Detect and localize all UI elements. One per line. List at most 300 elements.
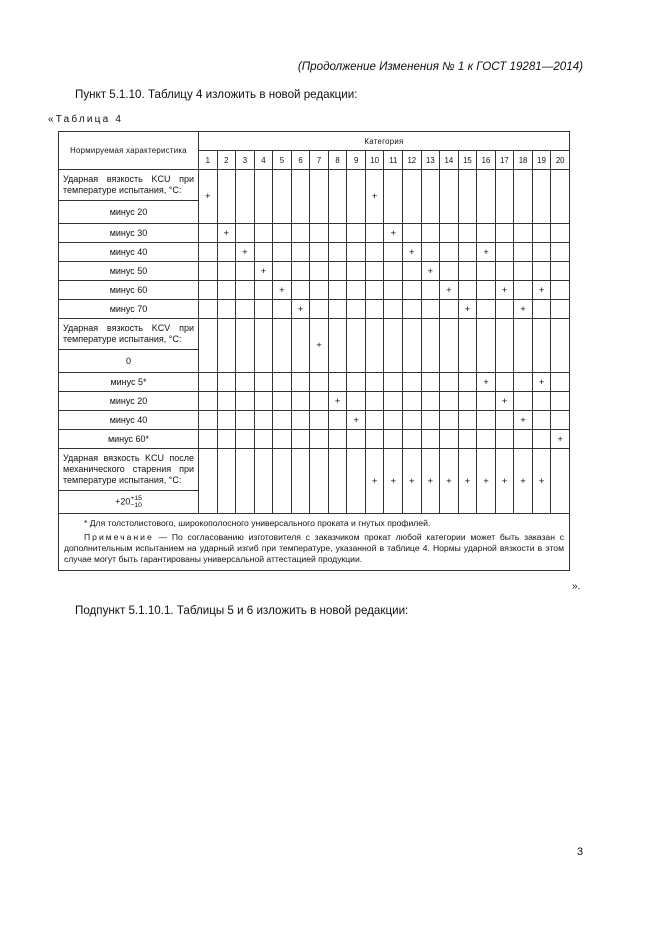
- category-cell: +: [310, 319, 329, 373]
- page-number: 3: [577, 846, 584, 858]
- category-cell: [291, 449, 310, 514]
- category-cell: [403, 262, 422, 281]
- category-cell: [495, 243, 514, 262]
- table-group-label-row: [59, 319, 570, 350]
- category-cell: +: [495, 392, 514, 411]
- category-cell: [551, 243, 570, 262]
- table-footnote: * Для толстолистового, широкополосного универсального проката и гнутых профилей.: [84, 518, 431, 528]
- category-cell: [384, 392, 403, 411]
- category-cell: [477, 281, 496, 300]
- category-cell: [440, 430, 459, 449]
- category-cell: [458, 243, 477, 262]
- category-cell: [421, 430, 440, 449]
- category-cell: [384, 430, 403, 449]
- category-cell: [328, 170, 347, 224]
- table-row: [59, 243, 570, 262]
- category-cell: +: [477, 449, 496, 514]
- category-cell: [458, 430, 477, 449]
- category-cell: [236, 262, 255, 281]
- category-cell: [365, 411, 384, 430]
- category-cell: [273, 449, 292, 514]
- category-cell: [514, 430, 533, 449]
- category-cell: [273, 373, 292, 392]
- category-cell: [236, 281, 255, 300]
- category-cell: [551, 319, 570, 373]
- category-number: 6: [291, 151, 310, 170]
- category-cell: [532, 224, 551, 243]
- category-cell: [310, 300, 329, 319]
- category-cell: [328, 224, 347, 243]
- table-row: [59, 430, 570, 449]
- category-cell: [384, 243, 403, 262]
- category-cell: [403, 319, 422, 373]
- category-cell: [421, 224, 440, 243]
- category-cell: [273, 319, 292, 373]
- category-cell: [514, 224, 533, 243]
- test-temperature-value: [59, 350, 199, 373]
- category-cell: [421, 392, 440, 411]
- category-cell: [347, 281, 366, 300]
- category-cell: [477, 430, 496, 449]
- category-cell: [365, 262, 384, 281]
- category-cell: +: [495, 281, 514, 300]
- category-cell: [217, 430, 236, 449]
- category-cell: +: [514, 300, 533, 319]
- category-number: 5: [273, 151, 292, 170]
- category-cell: [421, 281, 440, 300]
- category-cell: +: [458, 449, 477, 514]
- category-cell: [217, 300, 236, 319]
- category-cell: [458, 262, 477, 281]
- category-cell: [310, 243, 329, 262]
- category-cell: +: [440, 449, 459, 514]
- category-cell: +: [495, 449, 514, 514]
- category-cell: [551, 300, 570, 319]
- category-cell: [310, 411, 329, 430]
- category-cell: [236, 224, 255, 243]
- category-cell: +: [217, 224, 236, 243]
- category-cell: [365, 430, 384, 449]
- category-cell: [514, 281, 533, 300]
- category-cell: [551, 411, 570, 430]
- category-number: 20: [551, 151, 570, 170]
- category-cell: [365, 319, 384, 373]
- category-cell: [495, 411, 514, 430]
- category-cell: [440, 319, 459, 373]
- category-cell: [440, 411, 459, 430]
- category-cell: [217, 411, 236, 430]
- category-number: 3: [236, 151, 255, 170]
- note-text: — По согласованию изготовителя с заказчиком прокат любой категории может быть заказан с дополнительным испытанием на ударный изгиб при температуре, указанной в таблице 4. Нормы ударной вязкости в этом случае могут быть гарантированы универсальной аттестацией продукции.: [64, 532, 564, 564]
- category-cell: +: [236, 243, 255, 262]
- category-cell: +: [328, 392, 347, 411]
- category-cell: +: [403, 449, 422, 514]
- category-cell: [199, 224, 218, 243]
- category-cell: [291, 243, 310, 262]
- category-cell: [347, 243, 366, 262]
- category-cell: [440, 262, 459, 281]
- category-cell: [384, 373, 403, 392]
- category-cell: [365, 300, 384, 319]
- category-number: 1: [199, 151, 218, 170]
- category-cell: [458, 392, 477, 411]
- category-cell: [273, 430, 292, 449]
- category-cell: [273, 243, 292, 262]
- category-cell: +: [347, 411, 366, 430]
- category-cell: [236, 430, 255, 449]
- category-cell: [495, 224, 514, 243]
- category-cell: [514, 170, 533, 224]
- table-row: [59, 300, 570, 319]
- temperature-tolerance: [130, 495, 142, 509]
- category-cell: [236, 170, 255, 224]
- category-number: 10: [365, 151, 384, 170]
- category-cell: [532, 262, 551, 281]
- table-group-label-row: [59, 449, 570, 491]
- category-cell: [495, 373, 514, 392]
- category-cell: +: [365, 170, 384, 224]
- category-cell: [477, 319, 496, 373]
- category-cell: [254, 224, 273, 243]
- category-cell: [291, 224, 310, 243]
- category-cell: [403, 170, 422, 224]
- category-cell: [551, 224, 570, 243]
- category-cell: [551, 449, 570, 514]
- characteristic-label-text: Ударная вязкость KCV при температуре испытания, °С:: [63, 323, 194, 344]
- category-cell: [199, 430, 218, 449]
- category-cell: [384, 281, 403, 300]
- test-temperature-value: [59, 201, 199, 224]
- category-cell: [421, 300, 440, 319]
- category-cell: [458, 224, 477, 243]
- category-cell: [403, 430, 422, 449]
- category-cell: [403, 373, 422, 392]
- category-cell: [328, 373, 347, 392]
- category-cell: [273, 262, 292, 281]
- test-temperature-value: минус 40: [59, 243, 199, 262]
- category-number: 15: [458, 151, 477, 170]
- category-cell: [310, 392, 329, 411]
- test-temperature-value: минус 60: [59, 281, 199, 300]
- category-cell: [532, 243, 551, 262]
- category-cell: [254, 281, 273, 300]
- category-cell: [440, 224, 459, 243]
- category-table: [58, 131, 570, 571]
- category-cell: [217, 449, 236, 514]
- category-cell: +: [532, 281, 551, 300]
- category-cell: [365, 243, 384, 262]
- table-group-label-row: [59, 170, 570, 201]
- category-cell: [458, 281, 477, 300]
- category-cell: +: [199, 170, 218, 224]
- category-cell: [310, 373, 329, 392]
- category-cell: [310, 224, 329, 243]
- category-cell: [347, 262, 366, 281]
- category-cell: [551, 373, 570, 392]
- category-cell: [254, 430, 273, 449]
- category-cell: [347, 449, 366, 514]
- table-row: [59, 392, 570, 411]
- category-cell: +: [273, 281, 292, 300]
- category-cell: [421, 319, 440, 373]
- category-cell: [458, 170, 477, 224]
- category-cell: [514, 243, 533, 262]
- category-cell: +: [254, 262, 273, 281]
- category-cell: [458, 411, 477, 430]
- category-cell: [403, 411, 422, 430]
- category-cell: +: [532, 449, 551, 514]
- category-cell: +: [514, 411, 533, 430]
- category-cell: [254, 449, 273, 514]
- category-number: 19: [532, 151, 551, 170]
- category-cell: [477, 300, 496, 319]
- test-temperature-value: минус 5*: [59, 373, 199, 392]
- category-cell: [310, 170, 329, 224]
- category-number: 2: [217, 151, 236, 170]
- category-cell: +: [551, 430, 570, 449]
- category-cell: [328, 430, 347, 449]
- category-cell: [310, 281, 329, 300]
- category-cell: [291, 373, 310, 392]
- category-cell: [273, 392, 292, 411]
- category-cell: [328, 319, 347, 373]
- category-number: 4: [254, 151, 273, 170]
- category-cell: [384, 300, 403, 319]
- category-cell: [217, 170, 236, 224]
- tolerance-lower: −10: [130, 502, 142, 509]
- category-cell: [199, 411, 218, 430]
- column-header-characteristic: Нормируемая характеристика: [59, 132, 199, 170]
- category-cell: [440, 392, 459, 411]
- category-cell: [254, 392, 273, 411]
- category-cell: [365, 373, 384, 392]
- category-cell: +: [477, 373, 496, 392]
- category-cell: [403, 224, 422, 243]
- category-cell: [199, 281, 218, 300]
- category-cell: [273, 170, 292, 224]
- characteristic-label-text: Ударная вязкость KCU при температуре испытания, °С:: [63, 174, 194, 195]
- category-cell: +: [291, 300, 310, 319]
- category-cell: [495, 300, 514, 319]
- category-cell: [458, 373, 477, 392]
- category-cell: [273, 411, 292, 430]
- category-cell: [291, 170, 310, 224]
- characteristic-label: [59, 170, 199, 201]
- category-cell: [514, 373, 533, 392]
- test-temperature-value: минус 70: [59, 300, 199, 319]
- category-cell: [347, 170, 366, 224]
- category-number: 18: [514, 151, 533, 170]
- category-cell: [532, 392, 551, 411]
- category-cell: [217, 319, 236, 373]
- category-cell: [328, 411, 347, 430]
- category-cell: [403, 392, 422, 411]
- category-cell: [421, 170, 440, 224]
- table-row: [59, 281, 570, 300]
- category-cell: [421, 243, 440, 262]
- category-cell: [384, 170, 403, 224]
- category-cell: +: [421, 449, 440, 514]
- tolerance-upper: +15: [130, 495, 142, 502]
- category-cell: [347, 430, 366, 449]
- category-cell: [328, 243, 347, 262]
- category-number: 13: [421, 151, 440, 170]
- category-cell: [254, 411, 273, 430]
- category-cell: [236, 300, 255, 319]
- category-cell: [328, 281, 347, 300]
- category-cell: [551, 262, 570, 281]
- category-cell: [217, 243, 236, 262]
- table-header-row: [59, 132, 570, 151]
- category-cell: +: [384, 449, 403, 514]
- category-cell: [477, 224, 496, 243]
- category-cell: [477, 411, 496, 430]
- category-cell: [421, 411, 440, 430]
- category-cell: [347, 319, 366, 373]
- category-cell: [199, 262, 218, 281]
- temperature-value-text: +20: [115, 496, 131, 507]
- category-cell: [254, 373, 273, 392]
- category-cell: [199, 373, 218, 392]
- table-caption: «Таблица 4: [48, 114, 124, 125]
- category-cell: [291, 319, 310, 373]
- temperature-value-text: 0: [125, 355, 131, 366]
- category-cell: [291, 281, 310, 300]
- characteristic-label: [59, 319, 199, 350]
- category-cell: [532, 170, 551, 224]
- category-cell: [217, 281, 236, 300]
- category-cell: +: [384, 224, 403, 243]
- category-cell: [254, 300, 273, 319]
- test-temperature-value: минус 60*: [59, 430, 199, 449]
- category-cell: [236, 449, 255, 514]
- table-row: [59, 224, 570, 243]
- category-number: 9: [347, 151, 366, 170]
- test-temperature-value: минус 20: [59, 392, 199, 411]
- category-cell: [532, 319, 551, 373]
- category-number: 8: [328, 151, 347, 170]
- characteristic-label-text: Ударная вязкость KCU после механического старения при температуре испытания, °С:: [63, 453, 194, 485]
- category-cell: [217, 392, 236, 411]
- category-cell: [328, 262, 347, 281]
- category-cell: +: [421, 262, 440, 281]
- category-number: 17: [495, 151, 514, 170]
- column-header-category: Категория: [199, 132, 570, 151]
- category-cell: [273, 224, 292, 243]
- table-row: [59, 373, 570, 392]
- category-cell: +: [458, 300, 477, 319]
- category-cell: [199, 392, 218, 411]
- category-cell: [440, 373, 459, 392]
- category-number: 7: [310, 151, 329, 170]
- category-cell: [291, 262, 310, 281]
- category-cell: [477, 170, 496, 224]
- category-cell: [477, 262, 496, 281]
- category-cell: [347, 392, 366, 411]
- category-cell: [217, 373, 236, 392]
- category-cell: [328, 449, 347, 514]
- category-cell: +: [532, 373, 551, 392]
- category-cell: [495, 319, 514, 373]
- category-cell: [199, 300, 218, 319]
- category-cell: [495, 170, 514, 224]
- paragraph-item-5-1-10: Пункт 5.1.10. Таблицу 4 изложить в новой редакции:: [75, 88, 358, 101]
- category-cell: [384, 411, 403, 430]
- paragraph-subitem-5-1-10-1: Подпункт 5.1.10.1. Таблицы 5 и 6 изложить в новой редакции:: [75, 604, 409, 617]
- category-cell: [458, 319, 477, 373]
- category-cell: [347, 373, 366, 392]
- category-cell: +: [477, 243, 496, 262]
- category-number: 11: [384, 151, 403, 170]
- category-cell: +: [365, 449, 384, 514]
- category-cell: [199, 319, 218, 373]
- category-cell: [495, 430, 514, 449]
- category-cell: [236, 319, 255, 373]
- category-cell: +: [440, 281, 459, 300]
- category-cell: [384, 262, 403, 281]
- category-cell: [365, 224, 384, 243]
- category-cell: [254, 170, 273, 224]
- category-cell: [551, 170, 570, 224]
- category-cell: [495, 262, 514, 281]
- test-temperature-value: [59, 491, 199, 514]
- table-notes-row: [59, 514, 570, 571]
- category-cell: [347, 224, 366, 243]
- category-cell: [440, 300, 459, 319]
- category-cell: [532, 300, 551, 319]
- category-cell: [403, 281, 422, 300]
- category-cell: [532, 430, 551, 449]
- category-cell: [551, 281, 570, 300]
- category-cell: [236, 373, 255, 392]
- table-notes: [59, 514, 570, 571]
- closing-quote: ».: [572, 581, 581, 592]
- category-cell: +: [514, 449, 533, 514]
- category-cell: [199, 449, 218, 514]
- category-cell: [347, 300, 366, 319]
- category-cell: [310, 449, 329, 514]
- category-cell: [365, 281, 384, 300]
- category-cell: [199, 243, 218, 262]
- category-cell: [384, 319, 403, 373]
- category-cell: [440, 170, 459, 224]
- category-cell: [532, 411, 551, 430]
- category-cell: [236, 392, 255, 411]
- category-cell: [365, 392, 384, 411]
- category-cell: [236, 411, 255, 430]
- category-cell: [254, 319, 273, 373]
- category-cell: [514, 392, 533, 411]
- category-number: 14: [440, 151, 459, 170]
- category-cell: [514, 262, 533, 281]
- table-row: [59, 262, 570, 281]
- category-cell: [421, 373, 440, 392]
- note-label: Примечание: [84, 532, 154, 542]
- category-cell: [551, 392, 570, 411]
- category-cell: [291, 392, 310, 411]
- category-cell: [291, 411, 310, 430]
- test-temperature-value: минус 40: [59, 411, 199, 430]
- characteristic-label: [59, 449, 199, 491]
- category-number: 16: [477, 151, 496, 170]
- category-cell: [254, 243, 273, 262]
- table-note: [64, 532, 564, 565]
- category-cell: [310, 430, 329, 449]
- table-row: [59, 411, 570, 430]
- temperature-value-text: минус 20: [109, 206, 148, 217]
- category-cell: [217, 262, 236, 281]
- category-cell: [440, 243, 459, 262]
